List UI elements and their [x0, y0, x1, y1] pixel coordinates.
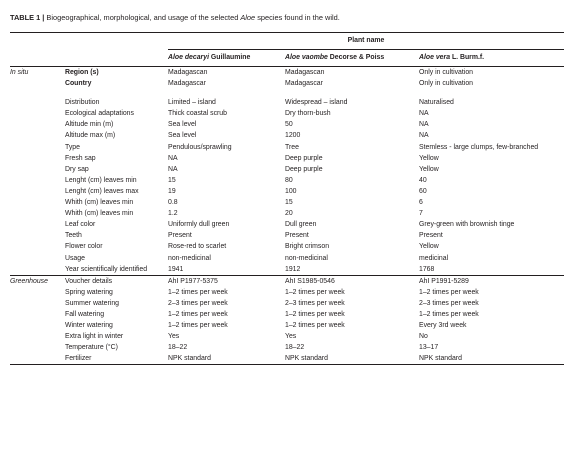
section-label — [10, 253, 65, 264]
parameter-cell: Lenght (cm) leaves min — [65, 176, 137, 184]
section-label — [10, 298, 65, 309]
value-cell: NA — [419, 121, 429, 129]
section-label — [10, 164, 65, 175]
table-row — [10, 119, 564, 130]
table-row — [10, 78, 564, 89]
parameter-cell: Spring watering — [65, 288, 113, 296]
table-row — [10, 298, 564, 309]
parameter-cell: Distribution — [65, 99, 100, 107]
section-label: In situ — [10, 69, 29, 76]
parameter-cell: Usage — [65, 254, 85, 262]
parameter-cell: Temperature (°C) — [65, 344, 118, 352]
value-cell: 6 — [419, 199, 423, 207]
header-empty-cell — [10, 33, 65, 50]
value-cell: NA — [419, 132, 429, 140]
value-cell: Madagascar — [168, 80, 206, 88]
table-row — [10, 287, 564, 298]
value-cell: 1–2 times per week — [168, 310, 228, 318]
value-cell: Present — [285, 232, 309, 240]
value-cell: Grey-green with brownish tinge — [419, 221, 515, 229]
parameter-cell: Fertilizer — [65, 353, 168, 365]
value-cell: 1–2 times per week — [285, 288, 345, 296]
value-cell: Bright crimson — [285, 243, 330, 251]
value-cell: Yellow — [419, 165, 439, 173]
value-cell: 19 — [168, 187, 176, 195]
value-cell: Widespread – island — [285, 99, 348, 107]
parameter-cell: Whith (cm) leaves min — [65, 199, 134, 207]
section-label — [10, 230, 65, 241]
section-label — [10, 130, 65, 141]
parameter-cell: Altitude max (m) — [65, 132, 116, 140]
section-label — [10, 287, 65, 298]
section-label — [10, 175, 65, 186]
value-cell: NPK standard — [285, 353, 419, 365]
parameter-cell: Extra light in winter — [65, 333, 124, 341]
table-row — [10, 353, 564, 365]
value-cell: NA — [168, 165, 178, 173]
value-cell: Madagascar — [285, 80, 323, 88]
parameter-cell: Lenght (cm) leaves max — [65, 187, 139, 195]
section-label — [10, 309, 65, 320]
value-cell: 40 — [419, 176, 427, 184]
section-label — [10, 331, 65, 342]
value-cell: Deep purple — [285, 154, 323, 162]
table-row — [10, 230, 564, 241]
parameter-cell: Ecological adaptations — [65, 110, 134, 118]
value-cell: Sea level — [168, 132, 197, 140]
table-row — [10, 219, 564, 230]
table-row — [10, 153, 564, 164]
value-cell: 60 — [419, 187, 427, 195]
section-label — [10, 119, 65, 130]
value-cell: non-medicinal — [168, 254, 211, 262]
value-cell: Tree — [285, 143, 299, 151]
value-cell: NA — [168, 154, 178, 162]
section-label: Greenhouse — [10, 275, 65, 287]
value-cell: 2–3 times per week — [285, 299, 345, 307]
value-cell: Pendulous/sprawling — [168, 143, 232, 151]
table-body — [10, 67, 564, 365]
header-empty-cell — [10, 50, 65, 67]
section-label — [10, 108, 65, 119]
table-figure — [10, 13, 564, 365]
parameter-cell: Flower color — [65, 243, 103, 251]
value-cell: Dry thorn-bush — [285, 110, 331, 118]
value-cell: Present — [419, 232, 443, 240]
value-cell: 1768 — [419, 265, 435, 273]
value-cell: 13–17 — [419, 344, 439, 352]
value-cell: 1–2 times per week — [168, 288, 228, 296]
value-cell: 0.8 — [168, 199, 178, 207]
parameter-cell: Teeth — [65, 232, 82, 240]
value-cell: NPK standard — [419, 353, 564, 365]
section-label — [10, 153, 65, 164]
table-row — [10, 108, 564, 119]
value-cell: Sea level — [168, 121, 197, 129]
parameter-cell: Voucher details — [65, 275, 168, 287]
value-cell: 1–2 times per week — [168, 322, 228, 330]
value-cell: Yellow — [419, 243, 439, 251]
section-label — [10, 320, 65, 331]
table-row — [10, 320, 564, 331]
section-label — [10, 208, 65, 219]
table-caption-italic: Aloe — [240, 13, 256, 22]
parameter-cell: Altitude min (m) — [65, 121, 114, 129]
value-cell: NPK standard — [168, 353, 285, 365]
parameter-cell: Dry sap — [65, 165, 89, 173]
table-row — [10, 197, 564, 208]
value-cell: Madagascan — [168, 69, 208, 76]
header-row-group — [10, 33, 564, 50]
section-label — [10, 97, 65, 108]
value-cell: Present — [168, 232, 192, 240]
value-cell: 1–2 times per week — [419, 288, 479, 296]
parameter-cell: Region (s) — [65, 69, 99, 76]
value-cell: Yes — [168, 333, 180, 341]
table-row — [10, 331, 564, 342]
value-cell: Yellow — [419, 154, 439, 162]
header-species-3: Aloe vera L. Burm.f. — [419, 50, 564, 67]
value-cell: Only in cultivation — [419, 80, 474, 88]
table-row — [10, 309, 564, 320]
value-cell: Thick coastal scrub — [168, 110, 227, 118]
value-cell: 20 — [285, 210, 293, 218]
value-cell: Yes — [285, 333, 297, 341]
table-caption-text-end: species found in the wild. — [255, 13, 340, 22]
value-cell: 18–22 — [168, 344, 188, 352]
value-cell: 15 — [285, 199, 293, 207]
value-cell: Uniformly dull green — [168, 221, 230, 229]
value-cell: AhI P1977-5375 — [168, 275, 285, 287]
value-cell: Naturalised — [419, 99, 454, 107]
table-caption-text: Biogeographical, morphological, and usage of the selected — [44, 13, 241, 22]
value-cell: 100 — [285, 187, 297, 195]
parameter-cell: Whith (cm) leaves min — [65, 210, 134, 218]
table-row — [10, 241, 564, 252]
table-caption-label: TABLE 1 | — [10, 13, 45, 22]
section-label — [10, 142, 65, 153]
value-cell: 1912 — [285, 265, 301, 273]
value-cell: 7 — [419, 210, 423, 218]
section-label — [10, 241, 65, 252]
value-cell: non-medicinal — [285, 254, 328, 262]
parameter-cell: Summer watering — [65, 299, 119, 307]
value-cell: Only in cultivation — [419, 69, 474, 76]
value-cell: medicinal — [419, 254, 449, 262]
section-label — [10, 186, 65, 197]
header-empty-cell — [65, 50, 168, 67]
table-caption — [10, 13, 564, 22]
spacer-row — [10, 89, 564, 97]
value-cell: 1941 — [168, 265, 184, 273]
table-row — [10, 97, 564, 108]
value-cell: 1–2 times per week — [419, 310, 479, 318]
table-row — [10, 208, 564, 219]
section-label — [10, 219, 65, 230]
value-cell: 1200 — [285, 132, 301, 140]
header-species-2: Aloe vaombe Decorse & Poiss — [285, 50, 419, 67]
section-label — [10, 342, 65, 353]
section-label — [10, 353, 65, 365]
table-row — [10, 175, 564, 186]
value-cell: Deep purple — [285, 165, 323, 173]
section-label — [10, 197, 65, 208]
table-row — [10, 130, 564, 141]
table-row — [10, 164, 564, 175]
value-cell: AhI P1991-5289 — [419, 275, 564, 287]
value-cell: 2–3 times per week — [419, 299, 479, 307]
parameter-cell: Year scientifically identified — [65, 265, 148, 273]
value-cell: 1–2 times per week — [285, 322, 345, 330]
value-cell: 1–2 times per week — [285, 310, 345, 318]
table-row — [10, 253, 564, 264]
section-label — [10, 78, 65, 89]
value-cell: 1.2 — [168, 210, 178, 218]
value-cell: Limited – island — [168, 99, 216, 107]
header-species-1: Aloe decaryi Guillaumine — [168, 50, 285, 67]
value-cell: Madagascan — [285, 69, 325, 76]
section-label — [10, 264, 65, 276]
value-cell: No — [419, 333, 428, 341]
value-cell: 50 — [285, 121, 293, 129]
value-cell: 2–3 times per week — [168, 299, 228, 307]
value-cell: 18–22 — [285, 344, 305, 352]
parameter-cell: Fall watering — [65, 310, 105, 318]
parameter-cell: Fresh sap — [65, 154, 96, 162]
value-cell: AhI S1985-0546 — [285, 275, 419, 287]
value-cell: Rose-red to scarlet — [168, 243, 227, 251]
table-row — [10, 275, 564, 287]
data-table — [10, 32, 564, 365]
value-cell: 15 — [168, 176, 176, 184]
header-plant-name: Plant name — [168, 33, 564, 50]
table-row — [10, 342, 564, 353]
table-row — [10, 142, 564, 153]
value-cell: 80 — [285, 176, 293, 184]
parameter-cell: Winter watering — [65, 322, 113, 330]
value-cell: Stemless - large clumps, few-branched — [419, 143, 539, 151]
table-row — [10, 264, 564, 276]
header-empty-cell — [65, 33, 168, 50]
parameter-cell: Type — [65, 143, 80, 151]
value-cell: NA — [419, 110, 429, 118]
value-cell: Dull green — [285, 221, 317, 229]
value-cell: Every 3rd week — [419, 322, 467, 330]
parameter-cell: Leaf color — [65, 221, 96, 229]
header-row-species — [10, 50, 564, 67]
table-row — [10, 67, 564, 79]
parameter-cell: Country — [65, 80, 92, 88]
table-row — [10, 186, 564, 197]
